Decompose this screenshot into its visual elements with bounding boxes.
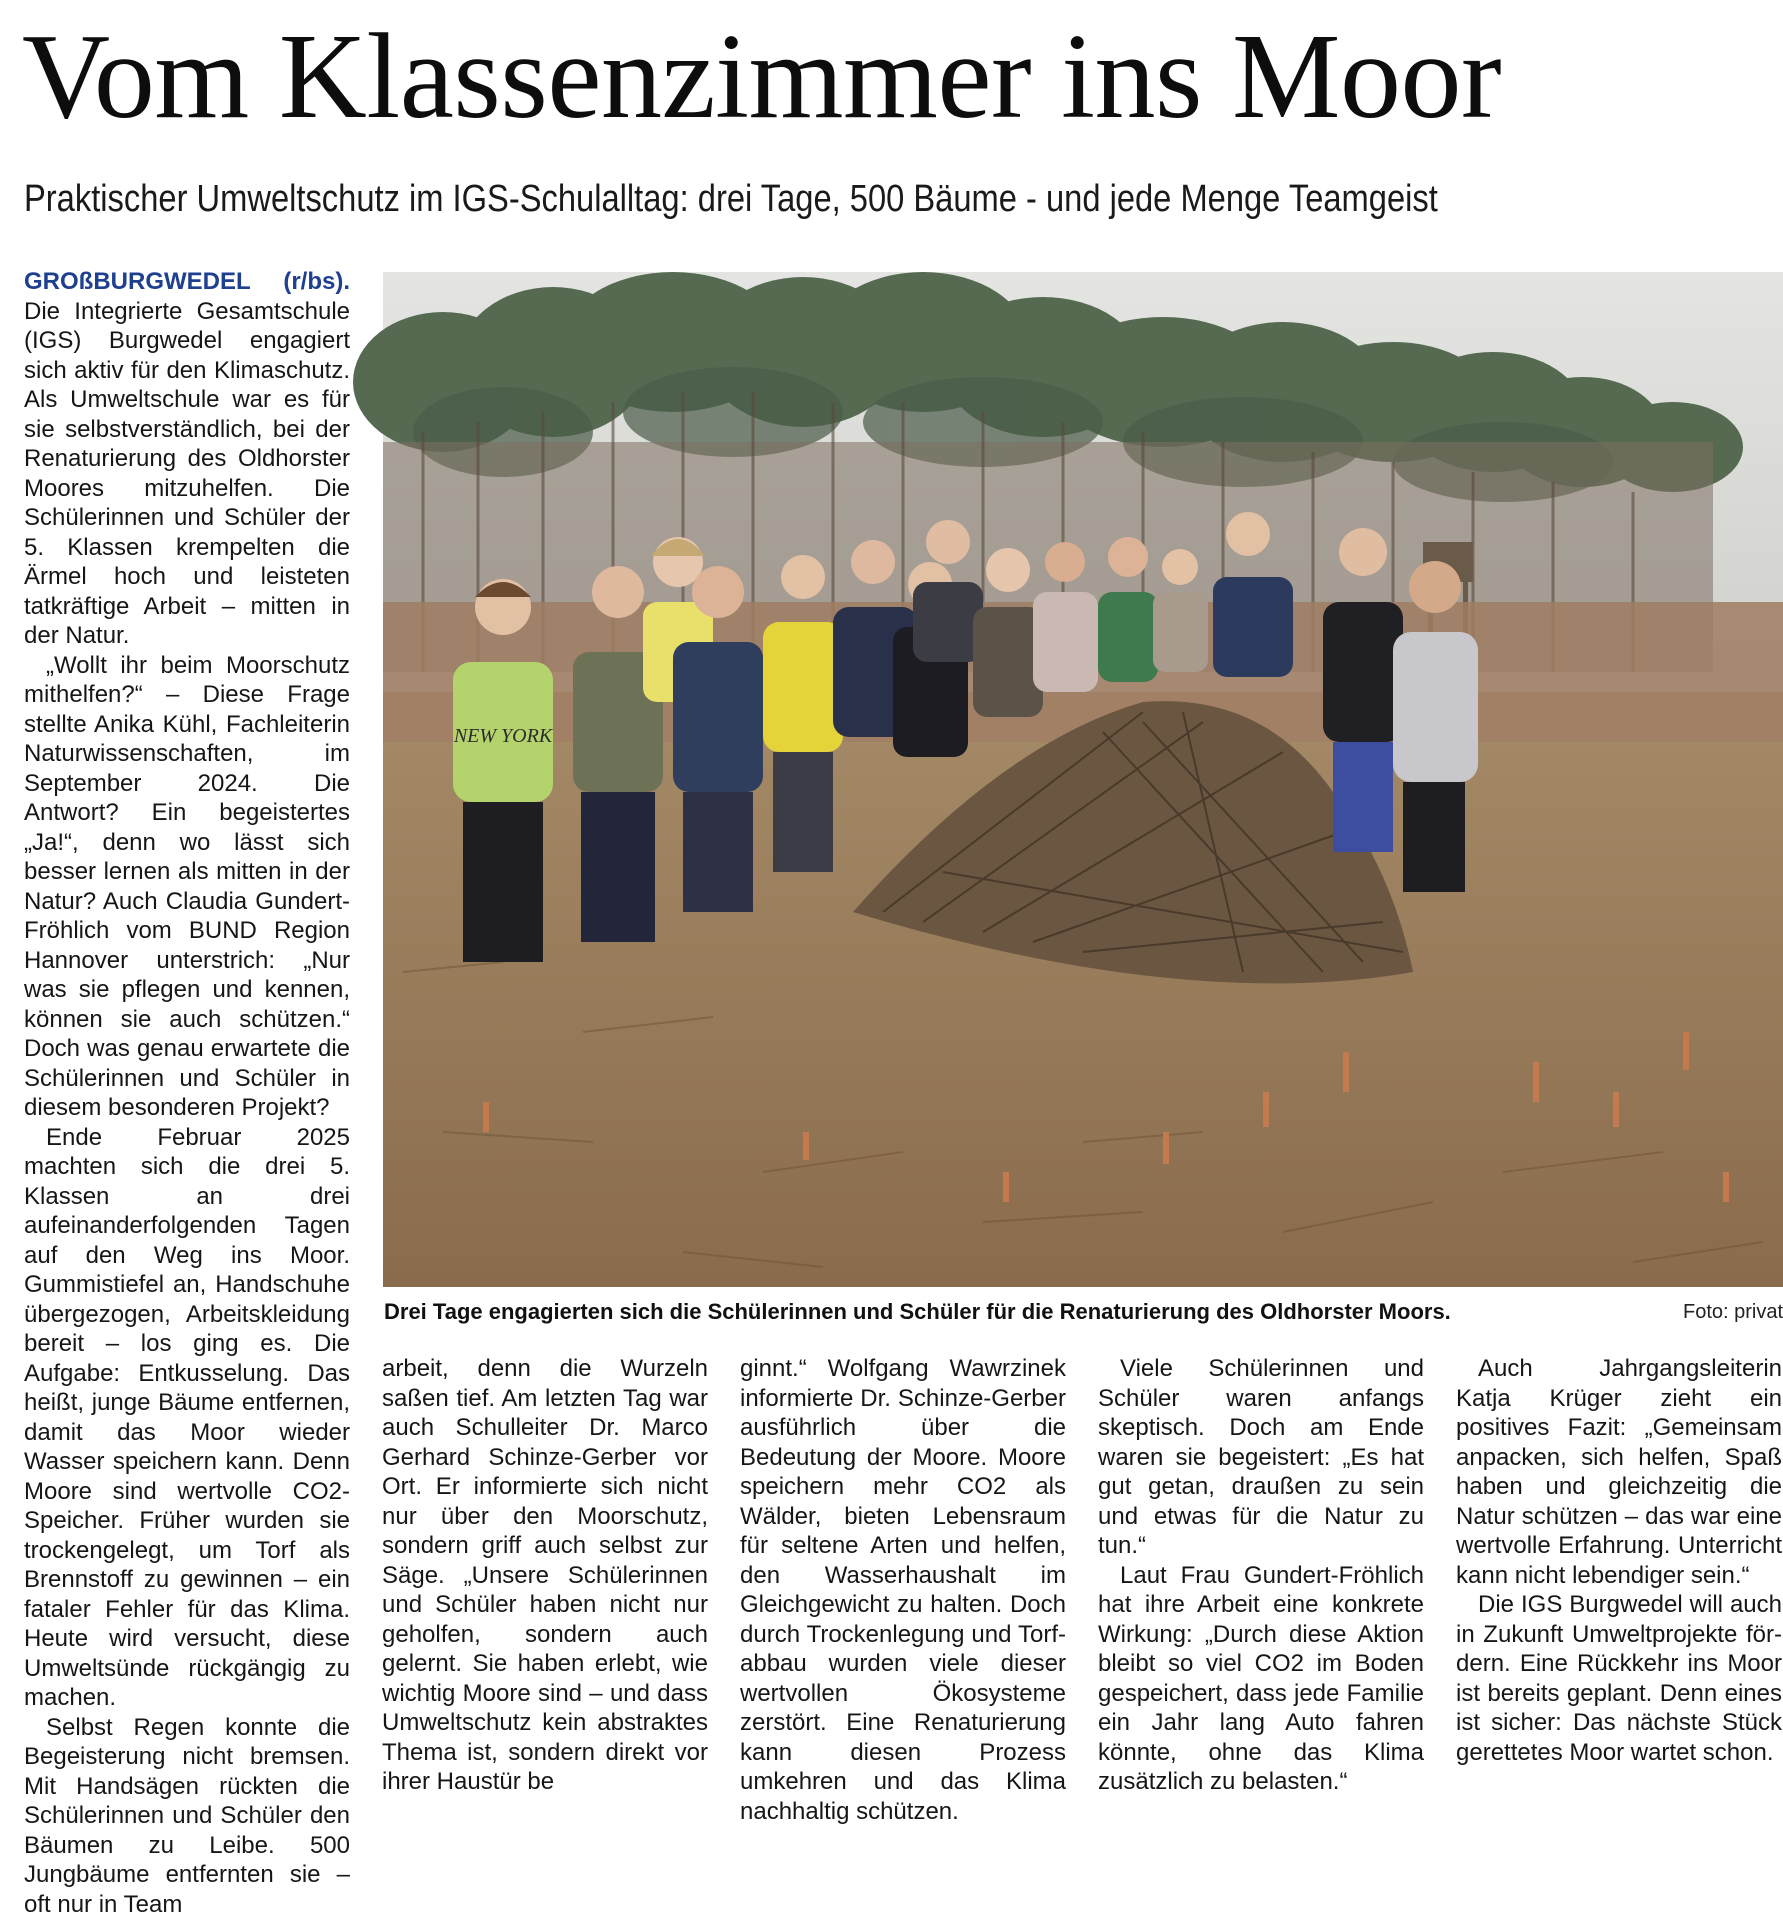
article-photo (383, 272, 1783, 1287)
subheadline: Praktischer Umweltschutz im IGS-Schulalltag: drei Tage, 500 Bäume - und jede Menge Teamgeist (24, 178, 1438, 222)
photo-credit: Foto: privat (1683, 1298, 1783, 1326)
shirt-print: NEW YORK (453, 725, 554, 747)
paragraph: „Wollt ihr beim Moorschutz mithelfen?“ – Diese Frage stellte Anika Kühl, Fachleiterin Naturwissenschaften, im September 2024. Die Antwort? Ein begeistertes „Ja!“, denn wo lässt sich besser lernen als mitten in der Natur? Auch Claudia Gundert-Fröhlich vom BUND Region Hannover unterstrich: „Nur was sie pflegen und kennen, können sie auch schützen.“ Doch was genau erwartete die Schülerinnen und Schüler in diesem besonderen Projekt? (24, 651, 350, 1123)
paragraph: Ende Februar 2025 machten sich die drei 5. Klassen an drei aufeinanderfolgenden Tagen auf den Weg ins Moor. Gummistiefel an, Handschuhe übergezogen, Arbeitskleidung bereit – los ging es. Die Aufgabe: Entkusselung. Das heißt, junge Bäume entfernen, damit das Moor wieder Wasser speichern kann. Denn Moore sind wertvolle CO2-Speicher. Früher wurden sie trockengelegt, um Torf als Brennstoff zu gewinnen – ein fataler Fehler für das Klima. Heute wird versucht, diese Umweltsünde rückgängig zu machen. (24, 1123, 350, 1713)
photo-illustration (383, 272, 1783, 1287)
article-column-2 (382, 1354, 708, 1797)
paragraph: arbeit, denn die Wurzeln saßen tief. Am letzten Tag war auch Schulleiter Dr. Marco Gerhard Schinze-Gerber vor Ort. Er informierte sich nicht nur über den Moorschutz, sondern griff auch selbst zur Säge. „Unsere Schülerinnen und Schüler haben nicht nur geholfen, sondern auch gelernt. Sie haben erlebt, wie wichtig Moore sind – und dass Umweltschutz kein abstraktes Thema ist, sondern direkt vor ihrer Haustür be (382, 1354, 708, 1797)
headline: Vom Klassenzimmer ins Moor (22, 10, 1501, 144)
paragraph: Auch Jahrgangsleiterin Katja Krüger zieht ein positives Fazit: „Gemeinsam anpacken, sich helfen, Spaß haben und gleichzeitig die Natur schützen – das war eine wertvolle Erfahrung. Unterricht kann nicht lebendiger sein.“ (1456, 1354, 1782, 1590)
article-column-5 (1456, 1354, 1782, 1767)
paragraph (24, 267, 350, 651)
dateline: GROßBURGWEDEL (r/bs). (24, 268, 350, 295)
paragraph-text: Die Integrierte Gesamtschule (IGS) Burgwedel engagiert sich aktiv für den Klimaschutz. Als Umweltschule war es für sie selbstverständlich, bei der Renaturierung des Oldhorster Moores mitzuhelfen. Die Schülerinnen und Schüler der 5. Klassen krempelten die Ärmel hoch und leisteten tatkräftige Arbeit – mitten in der Natur. (24, 298, 350, 650)
paragraph: Selbst Regen konnte die Begeisterung nicht bremsen. Mit Handsägen rückten die Schülerinnen und Schüler den Bäumen zu Leibe. 500 Jungbäume entfernten sie – oft nur in Team (24, 1713, 350, 1919)
paragraph: ginnt.“ Wolfgang Wawrzinek informierte Dr. Schinze-Gerber ausführlich über die Bedeutung der Moore. Moore speichern mehr CO2 als Wälder, bieten Lebensraum für seltene Arten und helfen, den Wasserhaushalt im Gleichgewicht zu halten. Doch durch Trockenlegung und Torfabbau wurden viele dieser wertvollen Ökosysteme zerstört. Eine Renaturierung kann diesen Prozess umkehren und das Klima nachhaltig schützen. (740, 1354, 1066, 1826)
paragraph: Die IGS Burgwedel will auch in Zukunft Umweltprojekte fördern. Eine Rückkehr ins Moor ist bereits geplant. Denn eines ist sicher: Das nächste Stück gerettetes Moor wartet schon. (1456, 1590, 1782, 1767)
article-column-3 (740, 1354, 1066, 1826)
article-column-4 (1098, 1354, 1424, 1797)
photo-caption: Drei Tage engagierten sich die Schülerinnen und Schüler für die Renaturierung des Oldhorster Moors. (384, 1298, 1451, 1326)
paragraph: Laut Frau Gundert-Fröhlich hat ihre Arbeit eine konkrete Wirkung: „Durch diese Aktion bleibt so viel CO2 im Boden gespeichert, dass jede Familie ein Jahr lang Auto fahren könnte, ohne das Klima zusätzlich zu belasten.“ (1098, 1561, 1424, 1797)
article-column-1 (24, 267, 350, 1919)
paragraph: Viele Schülerinnen und Schüler waren anfangs skeptisch. Doch am Ende waren sie begeistert: „Es hat gut getan, draußen zu sein und etwas für die Natur zu tun.“ (1098, 1354, 1424, 1561)
